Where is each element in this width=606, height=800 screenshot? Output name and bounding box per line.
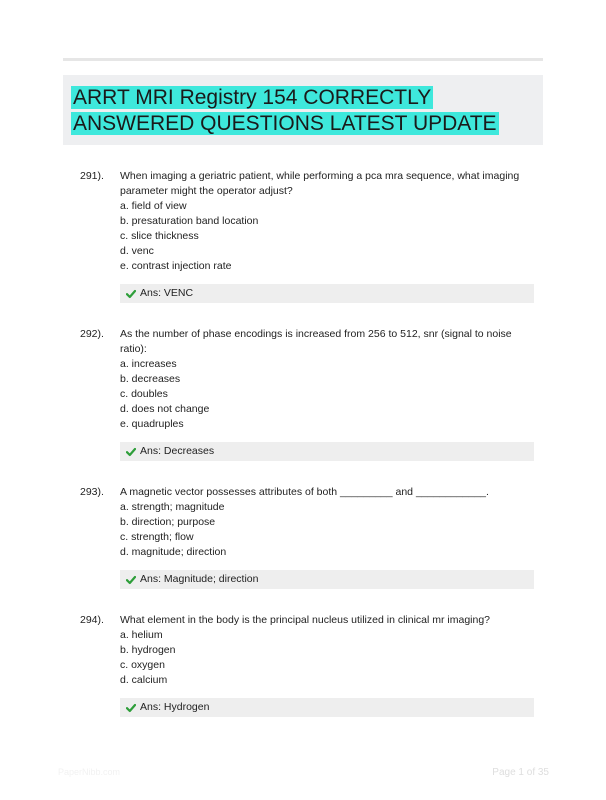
option: b. direction; purpose (120, 516, 216, 528)
checkmark-icon (126, 289, 136, 299)
question-text: A magnetic vector possesses attributes of both _________ and ____________. (120, 486, 489, 498)
answer-text: Ans: Hydrogen (140, 701, 210, 713)
option: d. venc (120, 245, 154, 257)
title-banner (63, 75, 543, 145)
question-number: 294). (80, 614, 104, 626)
option: a. field of view (120, 200, 187, 212)
option: c. slice thickness (120, 230, 199, 242)
question-number: 292). (80, 328, 104, 340)
page-number: Page 1 of 35 (492, 767, 549, 778)
question-number: 291). (80, 170, 104, 182)
option: d. does not change (120, 403, 210, 415)
option: d. magnitude; direction (120, 546, 227, 558)
question-text: As the number of phase encodings is increased from 256 to 512, snr (signal to noise ratio): (120, 328, 512, 355)
question-294 (80, 613, 540, 717)
option: b. hydrogen (120, 644, 176, 656)
checkmark-icon (126, 703, 136, 713)
watermark: PaperNibb.com (58, 767, 121, 777)
option: a. helium (120, 629, 163, 641)
answer-text: Ans: Magnitude; direction (140, 573, 259, 585)
option: c. doubles (120, 388, 168, 400)
answer-text: Ans: Decreases (140, 445, 215, 457)
option: c. strength; flow (120, 531, 194, 543)
option: a. strength; magnitude (120, 501, 225, 513)
option: a. increases (120, 358, 177, 370)
answer-box (120, 442, 534, 461)
top-divider (63, 58, 543, 61)
option: e. contrast injection rate (120, 260, 232, 272)
answer-box (120, 698, 534, 717)
option: b. decreases (120, 373, 181, 385)
question-293 (80, 485, 540, 589)
option: b. presaturation band location (120, 215, 259, 227)
option: e. quadruples (120, 418, 184, 430)
question-number: 293). (80, 486, 104, 498)
option: d. calcium (120, 674, 168, 686)
question-291 (80, 169, 540, 303)
document-title: ARRT MRI Registry 154 CORRECTLY ANSWERED QUESTIONS LATEST UPDATE (73, 86, 497, 135)
question-text: What element in the body is the principal nucleus utilized in clinical mr imaging? (120, 614, 491, 626)
question-292 (80, 327, 540, 461)
question-text: When imaging a geriatric patient, while performing a pca mra sequence, what imaging parameter might the operator adjust? (120, 170, 520, 197)
checkmark-icon (126, 447, 136, 457)
option-list (120, 628, 540, 688)
checkmark-icon (126, 575, 136, 585)
option-list (120, 357, 540, 432)
option: c. oxygen (120, 659, 165, 671)
option-list (120, 500, 540, 560)
option-list (120, 199, 540, 274)
answer-box (120, 570, 534, 589)
answer-box (120, 284, 534, 303)
answer-text: Ans: VENC (140, 287, 194, 299)
